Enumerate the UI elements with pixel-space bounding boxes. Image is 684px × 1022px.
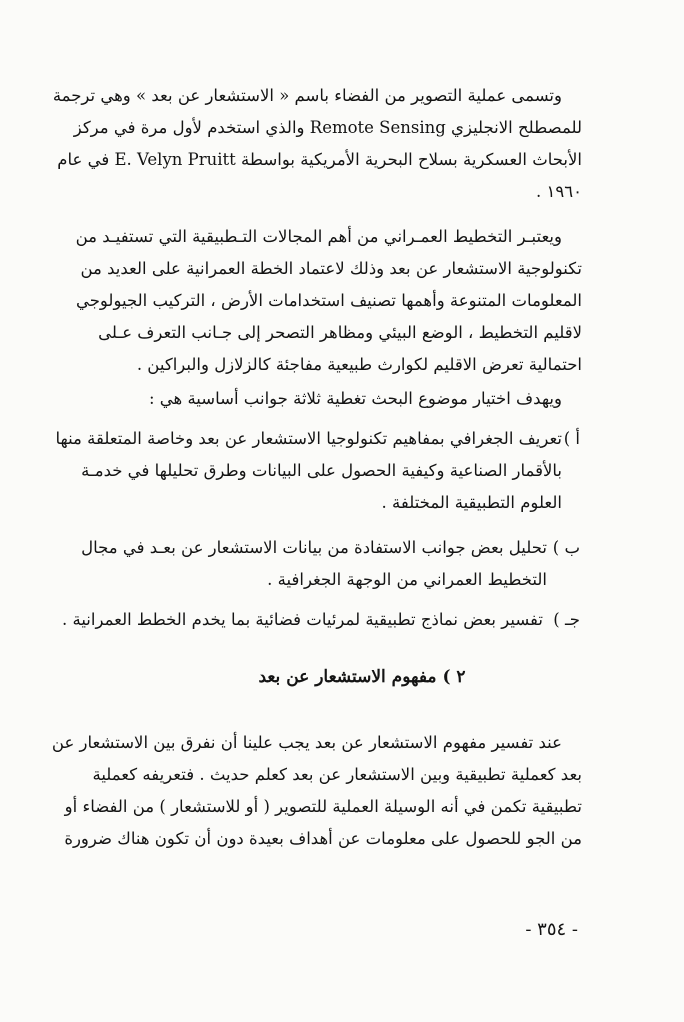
- page-number: - ٣٥٤ -: [525, 919, 578, 940]
- paragraph-4-line-3: تطبيقية تكمن في أنه الوسيلة العملية للتصوير ( أو للاستشعار ) من الفضاء أو: [64, 797, 582, 816]
- paragraph-4-line-2: بعد كعملية تطبيقية وبين الاستشعار عن بعد كعلم حديث . فتعريفه كعملية: [92, 765, 582, 784]
- objective-c-marker: جـ ): [553, 610, 580, 629]
- objective-c-line-1: تفسير بعض نماذج تطبيقية لمرئيات فضائية بما يخدم الخطط العمرانية .: [61, 610, 543, 629]
- objective-b-marker: ب ): [552, 538, 580, 557]
- paragraph-2-line-5: احتمالية تعرض الاقليم لكوارث طبيعية مفاجئة كالزلازل والبراكين .: [136, 355, 582, 374]
- paragraph-2-line-3: المعلومات المتنوعة وأهمها تصنيف استخدامات الأرض ، التركيب الجيولوجي: [75, 291, 582, 310]
- paragraph-1-line-4: ١٩٦٠ .: [536, 182, 582, 201]
- paragraph-1-line-3: الأبحاث العسكرية بسلاح البحرية الأمريكية بواسطة E. Velyn Pruitt في عام: [57, 150, 582, 169]
- objective-b-line-2: التخطيط العمراني من الوجهة الجغرافية .: [267, 570, 547, 589]
- paragraph-3: ويهدف اختيار موضوع البحث تغطية ثلاثة جوانب أساسية هي :: [148, 389, 562, 408]
- paragraph-1-line-2: للمصطلح الانجليزي Remote Sensing والذي استخدم لأول مرة في مركز: [73, 118, 582, 137]
- paragraph-4-line-1: عند تفسير مفهوم الاستشعار عن بعد يجب علينا أن نفرق بين الاستشعار عن: [51, 733, 562, 752]
- objective-a-line-2: بالأقمار الصناعية وكيفية الحصول على البيانات وطرق تحليلها في خدمـة: [81, 461, 562, 480]
- objective-a-line-1: تعريف الجغرافي بمفاهيم تكنولوجيا الاستشعار عن بعد وخاصة المتعلقة منها: [55, 429, 562, 448]
- objective-a-line-3: العلوم التطبيقية المختلفة .: [381, 493, 562, 512]
- paragraph-1-line-1: وتسمى عملية التصوير من الفضاء باسم « الاستشعار عن بعد » وهي ترجمة: [52, 86, 562, 105]
- objective-a-marker: أ ): [563, 429, 580, 448]
- paragraph-4-line-4: من الجو للحصول على معلومات عن أهداف بعيدة دون أن تكون هناك ضرورة: [64, 829, 582, 848]
- paragraph-2-line-4: لاقليم التخطيط ، الوضع البيئي ومظاهر التصحر إلى جـانب التعرف عـلى: [98, 323, 582, 342]
- section-heading: ٢ ) مفهوم الاستشعار عن بعد: [258, 667, 466, 687]
- paragraph-2-line-2: تكنولوجية الاستشعار عن بعد وذلك لاعتماد الخطة العمرانية على العديد من: [80, 259, 582, 278]
- objective-b-line-1: تحليل بعض جوانب الاستفادة من بيانات الاستشعار عن بعـد في مجال: [81, 538, 547, 557]
- paragraph-2-line-1: ويعتبـر التخطيط العمـراني من أهم المجالات التـطبيقية التي تستفيـد من: [75, 227, 562, 246]
